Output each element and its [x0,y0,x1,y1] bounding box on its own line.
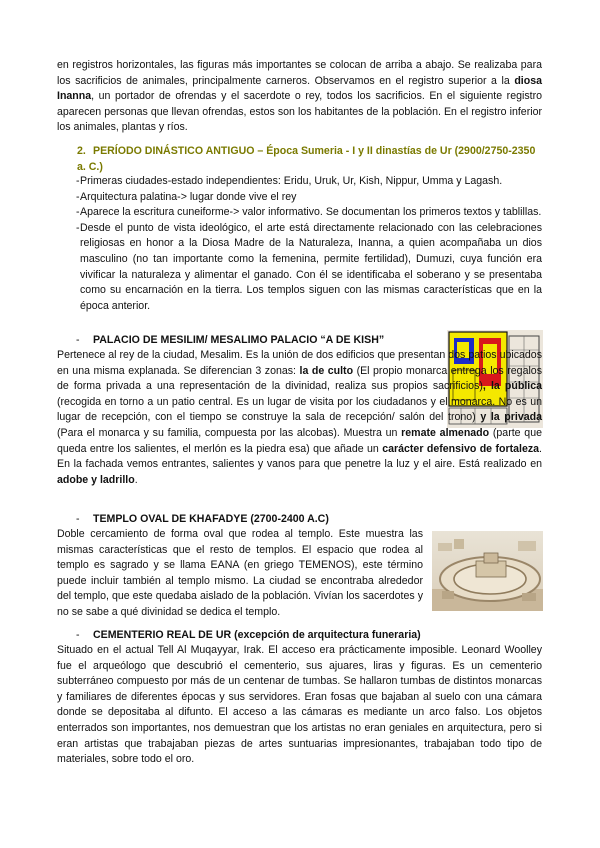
bullet-dash: - [76,221,80,234]
heading-dash: - [76,513,80,525]
bullet-dash: - [76,190,80,203]
temple-oval-image [432,531,543,611]
templo-title: TEMPLO OVAL DE KHAFADYE (2700-2400 A.C) [93,513,329,525]
bullet-dash: - [76,206,80,219]
section-title-text: PERÍODO DINÁSTICO ANTIGUO – Época Sumeria - I y II dinastías de Ur (2900/2750-2350 a. C.) [77,145,536,173]
palacio-text-3: (recogida en torno a un patio central. Es un lugar de visita por los ciudadanos y el monarca. No es un lugar de recepción, con el tiempo se construye la sala de recepción/ salón del trono) [57,395,542,424]
heading-dash: - [76,629,80,641]
intro-bold-inanna: diosa Inanna [57,74,542,103]
templo-paragraph: Doble cercamiento de forma oval que rodea al templo. Este muestra las mismas características que el resto de templos. El espacio que rodea al templo es sagrado y se llama EANA (en griego TEMENOS), este término puede incluir también al templo mismo. La ciudad se encontraba alrededor del templo, que este quedaba aislado de la población. Vivían los sacerdotes y no se sabe a qué divinidad se dedica el templo. [57,528,423,618]
palacio-title: PALACIO DE MESILIM/ MESALIMO PALACIO “A DE KISH” [93,334,385,346]
palacio-bold-publica: , la pública [482,380,542,393]
cementerio-title: CEMENTERIO REAL DE UR (excepción de arquitectura funeraria) [93,629,421,641]
palacio-bold-remate: remate almenado [401,426,490,439]
section-bullet-list [57,174,542,314]
section-number: 2. [77,145,86,157]
palacio-paragraph [57,348,542,488]
bullet-text: Primeras ciudades-estado independientes: Eridu, Uruk, Ur, Kish, Nippur, Umma y Lagash. [80,175,503,187]
bullet-text: Arquitectura palatina-> lugar donde vive el rey [80,190,297,203]
palacio-heading [57,333,384,349]
list-item [57,205,542,221]
palacio-text-2: (El propio monarca entrega los regalos de forma privada a una representación de la divinidad, realiza sus propios sacrificios) [57,364,542,393]
intro-text-1: en registros horizontales, las figuras más importantes se colocan de arriba a abajo. Se realizaba para los sacrificios de animales, principalmente carneros. Observamos en el registro superior a la [57,59,542,87]
bullet-text: Desde el punto de vista ideológico, el arte está directamente relacionado con las celebraciones religiosas en honor a la Diosa Madre de la Naturaleza, Inanna, a quien acompañaba un dios masculino (no tan importante como la femenina, permite fertilidad), Dumuzi, cuya función era vivificar la naturaleza y alimentar el ganado. Con él se identificaba el soberano y se presentaba como su encarnación en la tierra. Los templos siguen con las mismas características que en la época anterior. [80,221,542,312]
cementerio-paragraph: Situado en el actual Tell Al Muqayyar, Irak. El acceso era prácticamente imposible. Leonard Woolley fue el arqueólogo que descubrió el cementerio, sus ajuares, liras y figuras. Es un cementerio subterráneo compuesto por más de un centenar de tumbas. Se hallaron tumbas de distintos monarcas y familiares de diferentes épocas y sus servidores. Eran fosas que bajaban al suelo con una cámara donde se depositaba al difunto. El acceso a las cámaras es mediante un arco falso. Los objetos enterrados son importantes, nos demuestran que los artistas no eran geniales en arquitectura, pero si eran artistas que trabajaban piezas de artes suntuarias impresionantes, trabajaban todo tipo de materiales, sobre todo el oro. [57,644,542,766]
templo-heading [57,512,329,528]
cementerio-heading [57,628,421,644]
list-item [57,174,542,190]
palacio-bold-adobe: adobe y ladrillo [57,473,135,486]
list-item [57,221,542,315]
list-item [57,190,542,206]
section-heading [77,144,542,175]
palacio-bold-culto: la de culto [299,364,354,377]
palacio-text-7: . [134,473,138,486]
heading-dash: - [76,334,80,346]
palacio-text-6: . En la fachada vemos entrantes, salientes y vanos para que penetre la luz y el aire. Está realizado en [57,442,542,471]
intro-text-2: , un portador de ofrendas y el sacerdote o rey, todos los sacrificios. En el siguiente registro aparecen personas que llevan ofrendas, estos son los habitantes de la población. En el registro inferior los animales, plantas y ríos. [57,90,542,134]
bullet-dash: - [76,175,80,187]
intro-paragraph [57,58,542,136]
temple-oval-svg [432,531,543,611]
bullet-text: Aparece la escritura cuneiforme-> valor informativo. Se documentan los primeros textos y tablillas. [80,206,542,219]
palacio-text-4: (Para el monarca y su familia, compuesta por las alcobas). Muestra un [57,426,402,439]
palacio-bold-defensivo: carácter defensivo de fortaleza [382,442,540,455]
palacio-bold-privada: y la privada [480,411,542,424]
palacio-text-5: (parte que queda entre los salientes, el merlón es la piedra esa) que añade un [57,426,542,455]
palacio-text-1: Pertenece al rey de la ciudad, Mesalim. Es la unión de dos edificios que presentan dos patios ubicados en una misma explanada. Se diferencian 3 zonas: [57,349,542,377]
